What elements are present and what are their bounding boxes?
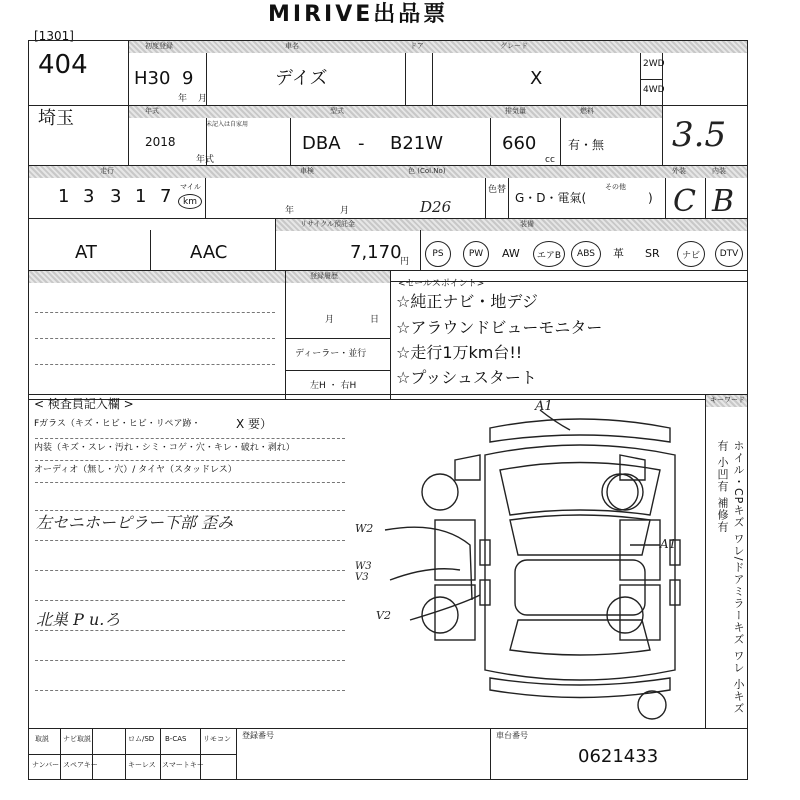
type-prefix: DBA <box>302 133 341 154</box>
inspector-line3: オーディオ（無し・穴）/ タイヤ（スタッドレス） <box>34 465 237 475</box>
options-header: 装備 <box>520 220 534 228</box>
equip-navi-circle <box>677 241 705 267</box>
front-left-wheel <box>422 474 458 510</box>
car-damage-diagram <box>380 400 700 730</box>
equip-navi: ナビ <box>681 250 700 261</box>
type-dash: - <box>358 133 365 154</box>
equip-dtv: DTV <box>719 249 739 259</box>
chassis-number: 0621433 <box>578 746 659 767</box>
inspector-line1-prefix: Fガラス（キズ・ヒビ・ヒビ・リペア跡・ <box>34 419 201 429</box>
mileage-d1: 1 <box>58 186 82 207</box>
recycle-amount: 7,170 <box>350 242 402 263</box>
footer-chassis-label: 車台番号 <box>496 731 528 740</box>
diagram-label-w2: W2 <box>355 522 374 535</box>
footer-rom: ロム/SD <box>128 735 155 743</box>
ext-header: 外装 <box>672 167 686 175</box>
windshield <box>510 515 650 555</box>
inspector-line1-x: X <box>236 417 245 431</box>
drive-2wd: 2WD <box>643 59 665 69</box>
int-grade: B <box>712 184 735 219</box>
footer-navi-manual: ナビ取説 <box>63 735 91 743</box>
mileage-d2: 3 <box>83 186 95 207</box>
type-header: 型式 <box>330 107 344 115</box>
left-front-door <box>435 520 475 580</box>
footer-number: ナンバー <box>32 761 60 769</box>
car-body <box>485 445 675 680</box>
recycle-header: リサイクル預託金 <box>300 220 356 228</box>
history-points-frame <box>28 270 748 400</box>
month-label: 月 <box>198 94 208 104</box>
history-header-bar <box>29 271 285 283</box>
equip-leather: 革 <box>613 247 624 260</box>
history-header-bar2 <box>286 271 390 283</box>
diagram-label-a1-top: A1 <box>535 399 553 414</box>
footer-remote: リモコン <box>203 735 231 743</box>
inspection-header: 車検 <box>300 167 314 175</box>
drive-4wd: 4WD <box>643 85 665 95</box>
left-rear-door <box>435 585 475 640</box>
footer-smart-key: スマートキー <box>162 761 204 769</box>
rear-window <box>510 620 650 655</box>
right-front-door <box>620 520 660 580</box>
equip-ps-circle <box>425 241 451 267</box>
equip-abs-circle <box>571 241 601 267</box>
diagram-label-w3: W3 <box>355 561 372 572</box>
model-year: 2018 <box>145 135 176 149</box>
sales-point-3: ☆走行1万km台!! <box>396 343 523 362</box>
equip-airbag: エアB <box>536 250 562 261</box>
diagram-label-v3: V3 <box>355 572 369 583</box>
recycle-unit: 円 <box>400 257 410 267</box>
ext-grade: C <box>673 184 696 219</box>
first-reg-header: 初度登録 <box>145 42 173 50</box>
mileage-d4: 1 <box>135 186 147 207</box>
equip-pw-circle <box>463 241 489 267</box>
equip-abs: ABS <box>577 249 595 259</box>
equipment-transmission: AT <box>75 242 97 263</box>
roof <box>515 560 645 615</box>
color-other: その他 <box>605 183 626 191</box>
hood <box>500 463 660 516</box>
footer-keyless: キーレス <box>128 761 156 769</box>
first-reg-era: H30 <box>134 68 171 89</box>
grade: X <box>530 68 543 89</box>
mileage-d3: 3 <box>110 186 122 207</box>
spare-tire <box>638 691 666 719</box>
mile-unit-top: マイル <box>180 183 201 191</box>
inspector-header: < 検査員記入欄 > <box>34 397 134 411</box>
equip-sr: SR <box>645 247 660 260</box>
fuel-header: 燃料 <box>580 107 594 115</box>
first-reg-month: 9 <box>182 68 194 89</box>
sheet-title: MIRIVE出品票 <box>268 2 449 27</box>
equip-airbag-circle <box>533 241 565 267</box>
history-day: 日 <box>370 315 380 325</box>
history-header: 登録履歴 <box>310 272 338 280</box>
type-code: B21W <box>390 133 444 154</box>
lot-number: 404 <box>38 50 88 80</box>
cc-label: cc <box>545 155 555 165</box>
lot-region: 埼玉 <box>38 108 74 129</box>
equipment-ac: AAC <box>190 242 228 263</box>
color-options: G・D・電氣( <box>515 191 587 205</box>
footer-manual: 取説 <box>35 735 49 743</box>
sales-points-header: <セールスポイント> <box>398 279 485 289</box>
sales-point-2: ☆アラウンドビューモニター <box>396 318 603 337</box>
mileage-header: 走行 <box>100 167 114 175</box>
front-bumper <box>490 419 670 442</box>
model-year-sub: 未記入は自家用 <box>206 121 249 128</box>
diagram-label-v2: V2 <box>376 609 391 622</box>
right-column-header: キーワード <box>710 396 745 404</box>
color-close: ) <box>648 191 653 205</box>
row3-header <box>29 166 747 178</box>
equip-pw: PW <box>468 249 484 259</box>
shaken-month: 月 <box>340 206 350 216</box>
color-change-header: 色替 <box>488 185 507 195</box>
row1-header <box>128 41 747 53</box>
lot-code: [1301] <box>34 29 74 43</box>
score-handwritten: 3.5 <box>672 115 727 155</box>
inspector-line2: 内装（キズ・スレ・汚れ・シミ・コゲ・穴・キレ・破れ・剥れ） <box>34 443 295 453</box>
equip-ps: PS <box>432 249 444 259</box>
history-steering: 左H ・ 右H <box>310 381 357 391</box>
int-header: 内装 <box>712 167 726 175</box>
sales-point-4: ☆プッシュスタート <box>396 368 537 387</box>
car-name: デイズ <box>275 68 328 89</box>
equip-aw: AW <box>502 247 520 260</box>
inspector-handwritten-2: 北巣 P u.ろ <box>36 610 121 629</box>
history-month: 月 <box>325 315 335 325</box>
km-unit-circle <box>178 194 202 209</box>
inspector-line1-suffix: 要） <box>248 417 273 431</box>
inspector-handwritten-1: 左セニホーピラー下部 歪み <box>36 513 234 532</box>
model-year-header: 年式 <box>145 107 159 115</box>
door-header: ドア <box>410 42 424 50</box>
right-column-text: ホイル・CPキズ ワレ/ドアミラーキズ ワレ 小キズ有 小凹有 補修有 <box>716 440 745 715</box>
equip-dtv-circle <box>715 241 743 267</box>
fuel: 有・無 <box>568 138 605 152</box>
color-header: 色 (Col.No) <box>408 167 446 175</box>
color-code: D26 <box>420 198 452 216</box>
diagram-label-a1-right: A1 <box>660 537 677 551</box>
footer-bcas: B-CAS <box>165 735 187 743</box>
year-label: 年 <box>178 94 188 104</box>
displacement-header: 排気量 <box>505 107 526 115</box>
footer-reg-label: 登録番号 <box>242 731 274 740</box>
displacement: 660 <box>502 133 537 154</box>
km-unit: km <box>183 196 197 207</box>
history-dealer: ディーラー・並行 <box>295 349 367 359</box>
model-year-note: 年式 <box>196 155 215 165</box>
mileage-d5: 7 <box>160 186 172 207</box>
sales-point-1: ☆純正ナビ・地デジ <box>396 292 539 311</box>
footer-spare-key: スペアキー <box>63 761 98 769</box>
grade-header: グレード <box>500 42 528 50</box>
car-name-header: 車名 <box>285 42 299 50</box>
shaken-year: 年 <box>285 206 295 216</box>
